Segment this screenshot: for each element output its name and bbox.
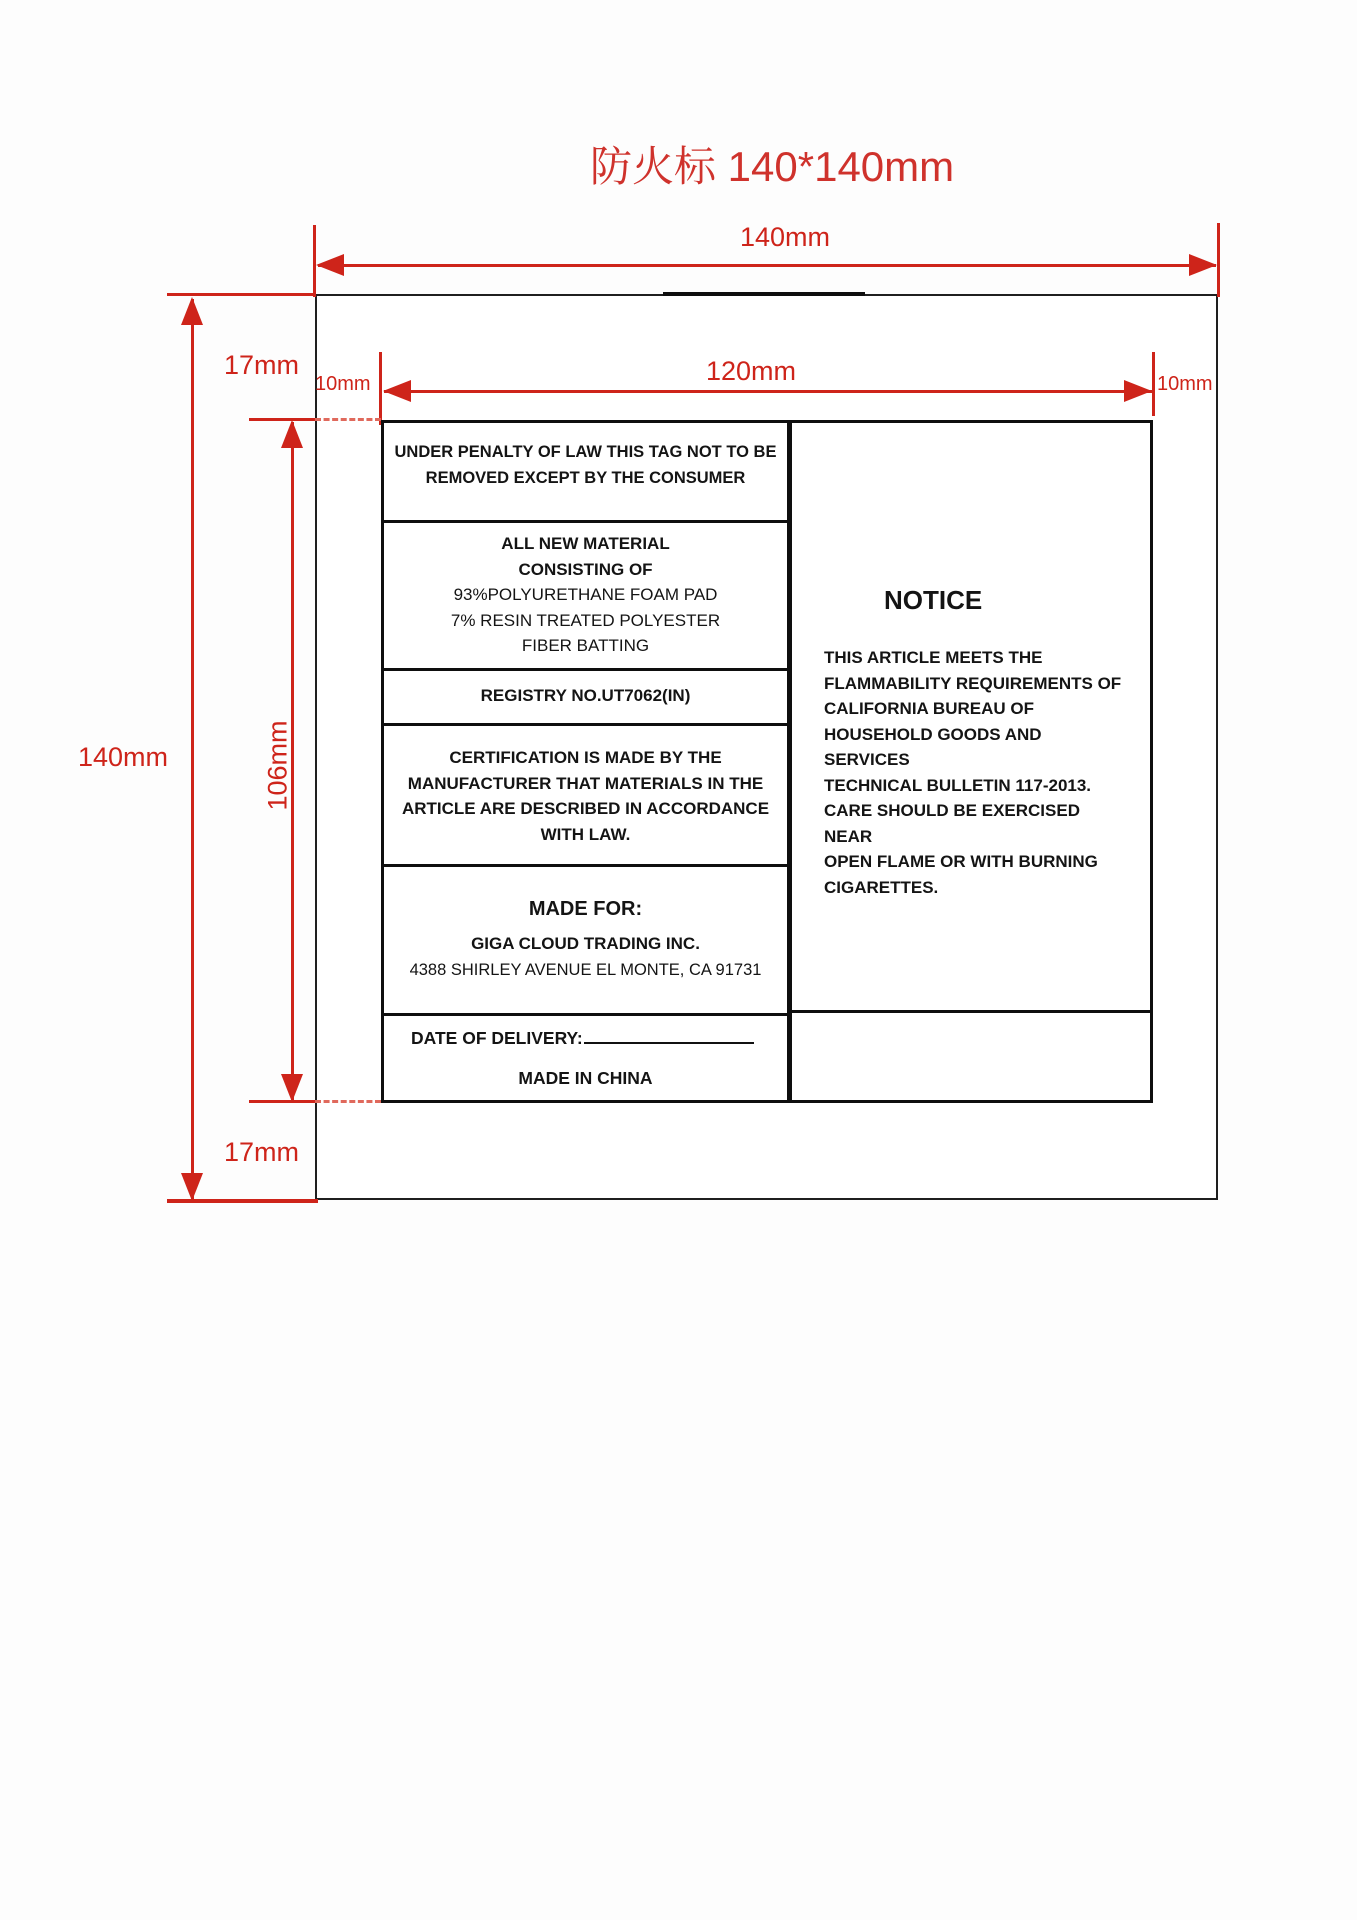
notice-section xyxy=(792,423,1150,1013)
inner-height-label: 106mm xyxy=(262,720,293,811)
notice-line: FLAMMABILITY REQUIREMENTS OF xyxy=(824,673,1122,693)
company-name: GIGA CLOUD TRADING INC. xyxy=(471,934,700,953)
date-of-delivery-label: DATE OF DELIVERY: xyxy=(411,1028,583,1048)
arrow-down-icon xyxy=(181,1173,203,1201)
notice-line: HOUSEHOLD GOODS AND SERVICES xyxy=(824,724,1042,769)
notice-line: CALIFORNIA BUREAU OF xyxy=(824,699,1034,718)
registry-section xyxy=(384,671,787,726)
material-item: 93%POLYURETHANE FOAM PAD xyxy=(453,585,718,604)
left-margin-label: 10mm xyxy=(315,373,371,395)
material-heading: ALL NEW MATERIAL xyxy=(501,534,670,553)
arrow-up-icon xyxy=(281,420,303,448)
arrow-up-icon xyxy=(181,297,203,325)
top-dim-tick-right xyxy=(1217,223,1220,297)
certification-line: WITH LAW. xyxy=(540,824,631,844)
top-width-label: 140mm xyxy=(740,222,831,252)
notice-line: THIS ARTICLE MEETS THE xyxy=(824,648,1043,667)
notice-empty-section xyxy=(792,1013,1150,1100)
delivery-section xyxy=(384,1016,787,1100)
bottom-margin-label: 17mm xyxy=(224,1137,300,1167)
company-address: 4388 SHIRLEY AVENUE EL MONTE, CA 91731 xyxy=(409,961,762,979)
made-for-heading: MADE FOR: xyxy=(528,898,643,920)
made-in-label: MADE IN CHINA xyxy=(518,1068,653,1088)
notice-line: TECHNICAL BULLETIN 117-2013. xyxy=(824,775,1092,795)
inner-width-tick-left xyxy=(379,352,382,425)
arrow-left-icon xyxy=(316,254,344,276)
notice-line: OPEN FLAME OR WITH BURNING xyxy=(824,852,1098,871)
inner-width-label: 120mm xyxy=(706,356,797,386)
material-item: 7% RESIN TREATED POLYESTER xyxy=(450,610,721,630)
top-margin-label: 17mm xyxy=(224,350,300,380)
inner-width-tick-right xyxy=(1152,352,1155,416)
label-right-column xyxy=(792,423,1150,1100)
notice-line: CIGARETTES. xyxy=(824,877,939,897)
label-inner-box xyxy=(381,420,1153,1103)
penalty-line: UNDER PENALTY OF LAW THIS TAG NOT TO BE xyxy=(394,443,777,461)
certification-line: CERTIFICATION IS MADE BY THE xyxy=(449,748,722,767)
registry-number: REGISTRY NO.UT7062(IN) xyxy=(480,686,691,705)
certification-line: ARTICLE ARE DESCRIBED IN ACCORDANCE xyxy=(401,799,770,818)
material-heading: CONSISTING OF xyxy=(518,559,653,579)
inner-width-line xyxy=(384,390,1152,393)
penalty-line: REMOVED EXCEPT BY THE CONSUMER xyxy=(425,469,746,487)
left-height-label: 140mm xyxy=(78,742,169,772)
certification-section xyxy=(384,726,787,867)
arrow-left-icon xyxy=(383,380,411,402)
inner-height-ext-top-dashed xyxy=(315,418,381,421)
inner-height-ext-bottom-dashed xyxy=(315,1100,381,1103)
page-title: 防火标 140*140mm xyxy=(590,143,955,190)
certification-line: MANUFACTURER THAT MATERIALS IN THE xyxy=(407,773,764,793)
outer-box-top-mark xyxy=(663,292,865,296)
made-for-section xyxy=(384,867,787,1016)
label-left-column xyxy=(384,423,787,1100)
arrow-down-icon xyxy=(281,1074,303,1102)
right-margin-label: 10mm xyxy=(1157,373,1213,395)
material-section xyxy=(384,523,787,671)
top-dim-line xyxy=(318,264,1216,267)
notice-heading: NOTICE xyxy=(884,585,983,615)
notice-body xyxy=(824,645,1122,900)
material-item: FIBER BATTING xyxy=(521,636,650,655)
date-of-delivery-row xyxy=(384,1025,787,1051)
arrow-right-icon xyxy=(1124,380,1152,402)
left-dim-line xyxy=(191,299,194,1200)
left-dim-ext-top xyxy=(167,293,315,296)
date-blank-line xyxy=(584,1027,754,1044)
penalty-section xyxy=(384,423,787,523)
notice-line: CARE SHOULD BE EXERCISED NEAR xyxy=(824,801,1080,846)
arrow-right-icon xyxy=(1189,254,1217,276)
